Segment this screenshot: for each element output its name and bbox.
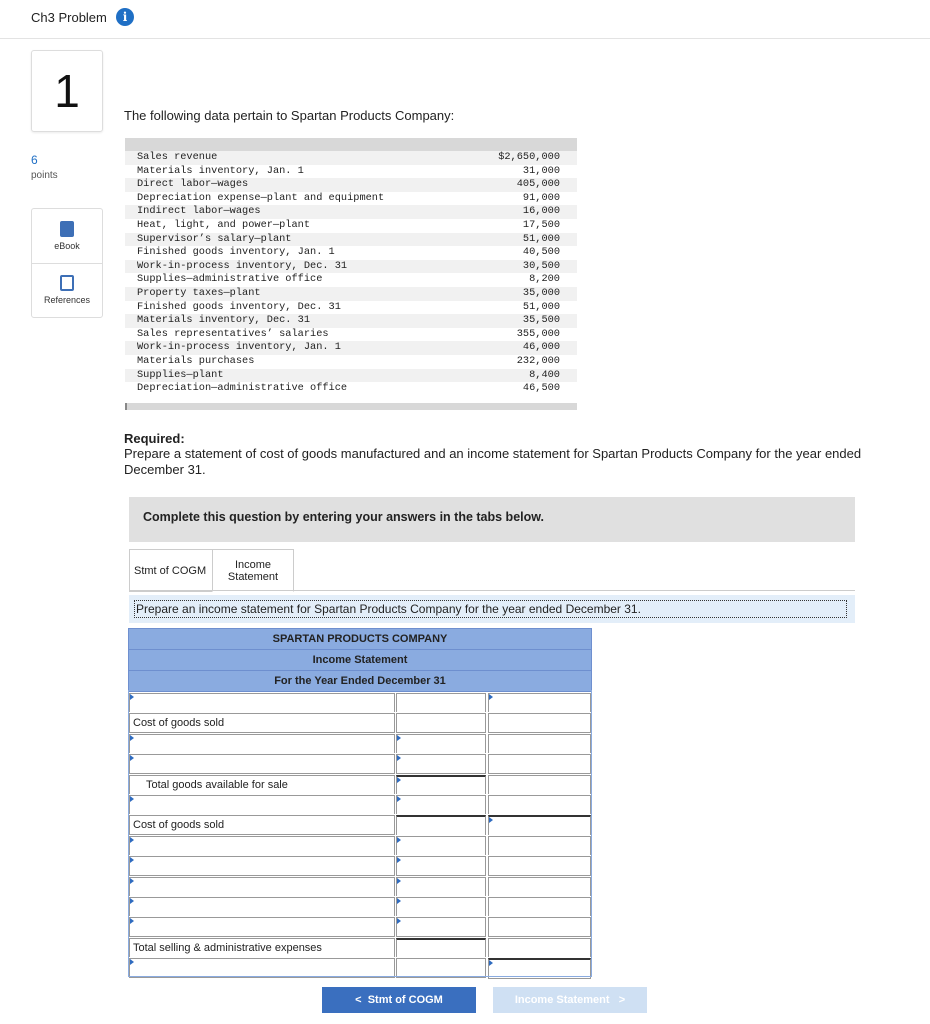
amount-input[interactable] <box>396 775 486 796</box>
statement-row <box>128 937 592 957</box>
statement-company: SPARTAN PRODUCTS COMPANY <box>128 628 592 650</box>
data-row-value: 16,000 <box>522 205 560 218</box>
data-row <box>125 314 577 328</box>
points-label: points <box>31 170 58 181</box>
total-input[interactable] <box>488 877 591 897</box>
data-row-label: Supervisor’s salary—plant <box>137 232 292 245</box>
next-tab-button[interactable] <box>493 987 647 1013</box>
intro-text: The following data pertain to Spartan Products Company: <box>124 108 455 123</box>
tab-instruction <box>129 595 855 623</box>
next-tab-label: Income Statement <box>514 994 610 1006</box>
statement-period: For the Year Ended December 31 <box>128 671 592 692</box>
total-input[interactable] <box>488 856 591 876</box>
account-input[interactable] <box>129 877 395 897</box>
data-row <box>125 205 577 219</box>
data-row-value: 30,500 <box>522 259 560 272</box>
points-value: 6 <box>31 153 38 167</box>
data-row-value: 46,500 <box>522 382 560 395</box>
data-row-label: Work-in-process inventory, Jan. 1 <box>137 341 341 354</box>
data-row-value: 355,000 <box>516 327 560 340</box>
data-row <box>125 151 577 165</box>
total-input[interactable] <box>488 734 591 754</box>
tab-instruction-text: Prepare an income statement for Spartan Products Company for the year ended December 31. <box>134 600 847 618</box>
prev-tab-button[interactable] <box>322 987 476 1013</box>
data-row-value: 51,000 <box>522 232 560 245</box>
statement-row <box>128 916 592 936</box>
data-row <box>125 246 577 260</box>
amount-input[interactable] <box>396 836 486 856</box>
statement-row <box>128 876 592 896</box>
statement-row <box>128 855 592 875</box>
data-row <box>125 287 577 301</box>
statement-row <box>128 957 592 977</box>
statement-row <box>128 733 592 753</box>
amount-input[interactable] <box>396 877 486 897</box>
references-button[interactable] <box>32 263 102 317</box>
data-row-label: Property taxes—plant <box>137 286 261 299</box>
references-icon <box>60 275 74 291</box>
data-row-label: Finished goods inventory, Jan. 1 <box>137 246 335 259</box>
ebook-button[interactable] <box>32 209 102 264</box>
data-row-label: Materials inventory, Jan. 1 <box>137 164 304 177</box>
data-row <box>125 219 577 233</box>
amount-input[interactable] <box>396 897 486 917</box>
data-row-value: 8,200 <box>529 273 560 286</box>
tab-income-statement[interactable] <box>212 549 294 592</box>
chevron-left-icon: < <box>355 994 362 1006</box>
question-number: 1 <box>31 50 103 132</box>
statement-title: Income Statement <box>128 650 592 671</box>
data-row-value: $2,650,000 <box>498 151 560 163</box>
data-row <box>125 178 577 192</box>
amount-input[interactable] <box>396 693 486 713</box>
amount-input[interactable] <box>396 734 486 754</box>
statement-label: Total goods available for sale <box>129 775 395 795</box>
prev-tab-label: Stmt of COGM <box>367 994 443 1006</box>
amount-input[interactable] <box>396 815 486 836</box>
given-data-table <box>125 138 577 410</box>
amount-input[interactable] <box>396 958 486 978</box>
data-row-label: Finished goods inventory, Dec. 31 <box>137 300 341 313</box>
data-row-value: 91,000 <box>522 191 560 204</box>
total-input[interactable] <box>488 693 591 713</box>
data-row <box>125 273 577 287</box>
data-row-label: Direct labor—wages <box>137 178 249 191</box>
data-row-value: 35,500 <box>522 314 560 327</box>
data-row <box>125 165 577 179</box>
data-row <box>125 369 577 383</box>
total-input[interactable] <box>488 815 591 836</box>
account-input[interactable] <box>129 836 395 856</box>
data-row <box>125 382 577 396</box>
amount-input[interactable] <box>396 938 486 959</box>
data-row-value: 405,000 <box>516 178 560 191</box>
data-row-label: Work-in-process inventory, Dec. 31 <box>137 259 348 272</box>
statement-label: Cost of goods sold <box>129 815 395 835</box>
total-input[interactable] <box>488 958 591 979</box>
amount-input[interactable] <box>396 754 486 774</box>
total-input[interactable] <box>488 775 591 795</box>
table-footer-bar <box>125 403 577 410</box>
data-row-value: 51,000 <box>522 300 560 313</box>
total-input[interactable] <box>488 713 591 733</box>
amount-input[interactable] <box>396 713 486 733</box>
data-row-label: Supplies—plant <box>137 368 224 381</box>
statement-row <box>128 896 592 916</box>
data-row-value: 17,500 <box>522 218 560 231</box>
data-row <box>125 260 577 274</box>
amount-input[interactable] <box>396 795 486 815</box>
instructions-banner <box>129 497 855 542</box>
total-input[interactable] <box>488 897 591 917</box>
data-row <box>125 355 577 369</box>
statement-row <box>128 774 592 794</box>
account-input[interactable] <box>129 795 395 815</box>
required-heading: Required: <box>124 431 185 446</box>
tab-income-statement-label: Income Statement <box>227 559 279 583</box>
total-input[interactable] <box>488 795 591 815</box>
required-text: Prepare a statement of cost of goods manufactured and an income statement for Spartan Products Company for the year ended December 31. <box>124 446 862 477</box>
data-row-label: Depreciation—administrative office <box>137 382 348 395</box>
total-input[interactable] <box>488 836 591 856</box>
total-input[interactable] <box>488 938 591 958</box>
top-bar <box>0 0 930 39</box>
book-icon <box>60 221 74 237</box>
data-row-label: Materials inventory, Dec. 31 <box>137 314 311 327</box>
income-statement-form <box>128 628 592 977</box>
data-row-label: Supplies—administrative office <box>137 273 323 286</box>
data-row-label: Depreciation expense—plant and equipment <box>137 191 385 204</box>
data-row-value: 232,000 <box>516 354 560 367</box>
statement-row <box>128 692 592 712</box>
total-input[interactable] <box>488 917 591 937</box>
data-row <box>125 341 577 355</box>
data-row-label: Materials purchases <box>137 354 255 367</box>
ebook-label: eBook <box>54 241 80 251</box>
account-input[interactable] <box>129 856 395 876</box>
table-header-bar <box>125 138 577 151</box>
data-row <box>125 328 577 342</box>
data-row <box>125 301 577 315</box>
data-row-value: 8,400 <box>529 368 560 381</box>
statement-row <box>128 835 592 855</box>
data-row-value: 40,500 <box>522 246 560 259</box>
data-row-value: 35,000 <box>522 286 560 299</box>
statement-row <box>128 814 592 834</box>
tab-stmt-of-cogm[interactable] <box>129 549 213 592</box>
statement-row <box>128 753 592 773</box>
data-row-label: Sales revenue <box>137 151 218 163</box>
data-row <box>125 192 577 206</box>
account-input[interactable] <box>129 917 395 937</box>
statement-row <box>128 794 592 814</box>
statement-label: Cost of goods sold <box>129 713 395 733</box>
amount-input[interactable] <box>396 917 486 937</box>
statement-label: Total selling & administrative expenses <box>129 938 395 958</box>
account-input[interactable] <box>129 754 395 774</box>
statement-row <box>128 712 592 732</box>
tab-divider <box>129 590 855 591</box>
data-row <box>125 233 577 247</box>
account-input[interactable] <box>129 897 395 917</box>
data-row-label: Heat, light, and power—plant <box>137 218 311 231</box>
instructions-banner-text: Complete this question by entering your answers in the tabs below. <box>143 510 544 524</box>
account-input[interactable] <box>129 958 395 978</box>
references-label: References <box>43 295 91 305</box>
account-input[interactable] <box>129 693 395 713</box>
account-input[interactable] <box>129 734 395 754</box>
tab-stmt-of-cogm-label: Stmt of COGM <box>134 565 207 577</box>
total-input[interactable] <box>488 754 591 774</box>
data-row-label: Sales representatives’ salaries <box>137 327 329 340</box>
data-row-value: 46,000 <box>522 341 560 354</box>
assignment-title: Ch3 Problem <box>31 10 107 25</box>
info-icon[interactable]: i <box>116 8 134 26</box>
amount-input[interactable] <box>396 856 486 876</box>
data-row-value: 31,000 <box>522 164 560 177</box>
resources-panel <box>31 208 103 318</box>
chevron-right-icon: > <box>618 994 626 1006</box>
data-row-label: Indirect labor—wages <box>137 205 261 218</box>
